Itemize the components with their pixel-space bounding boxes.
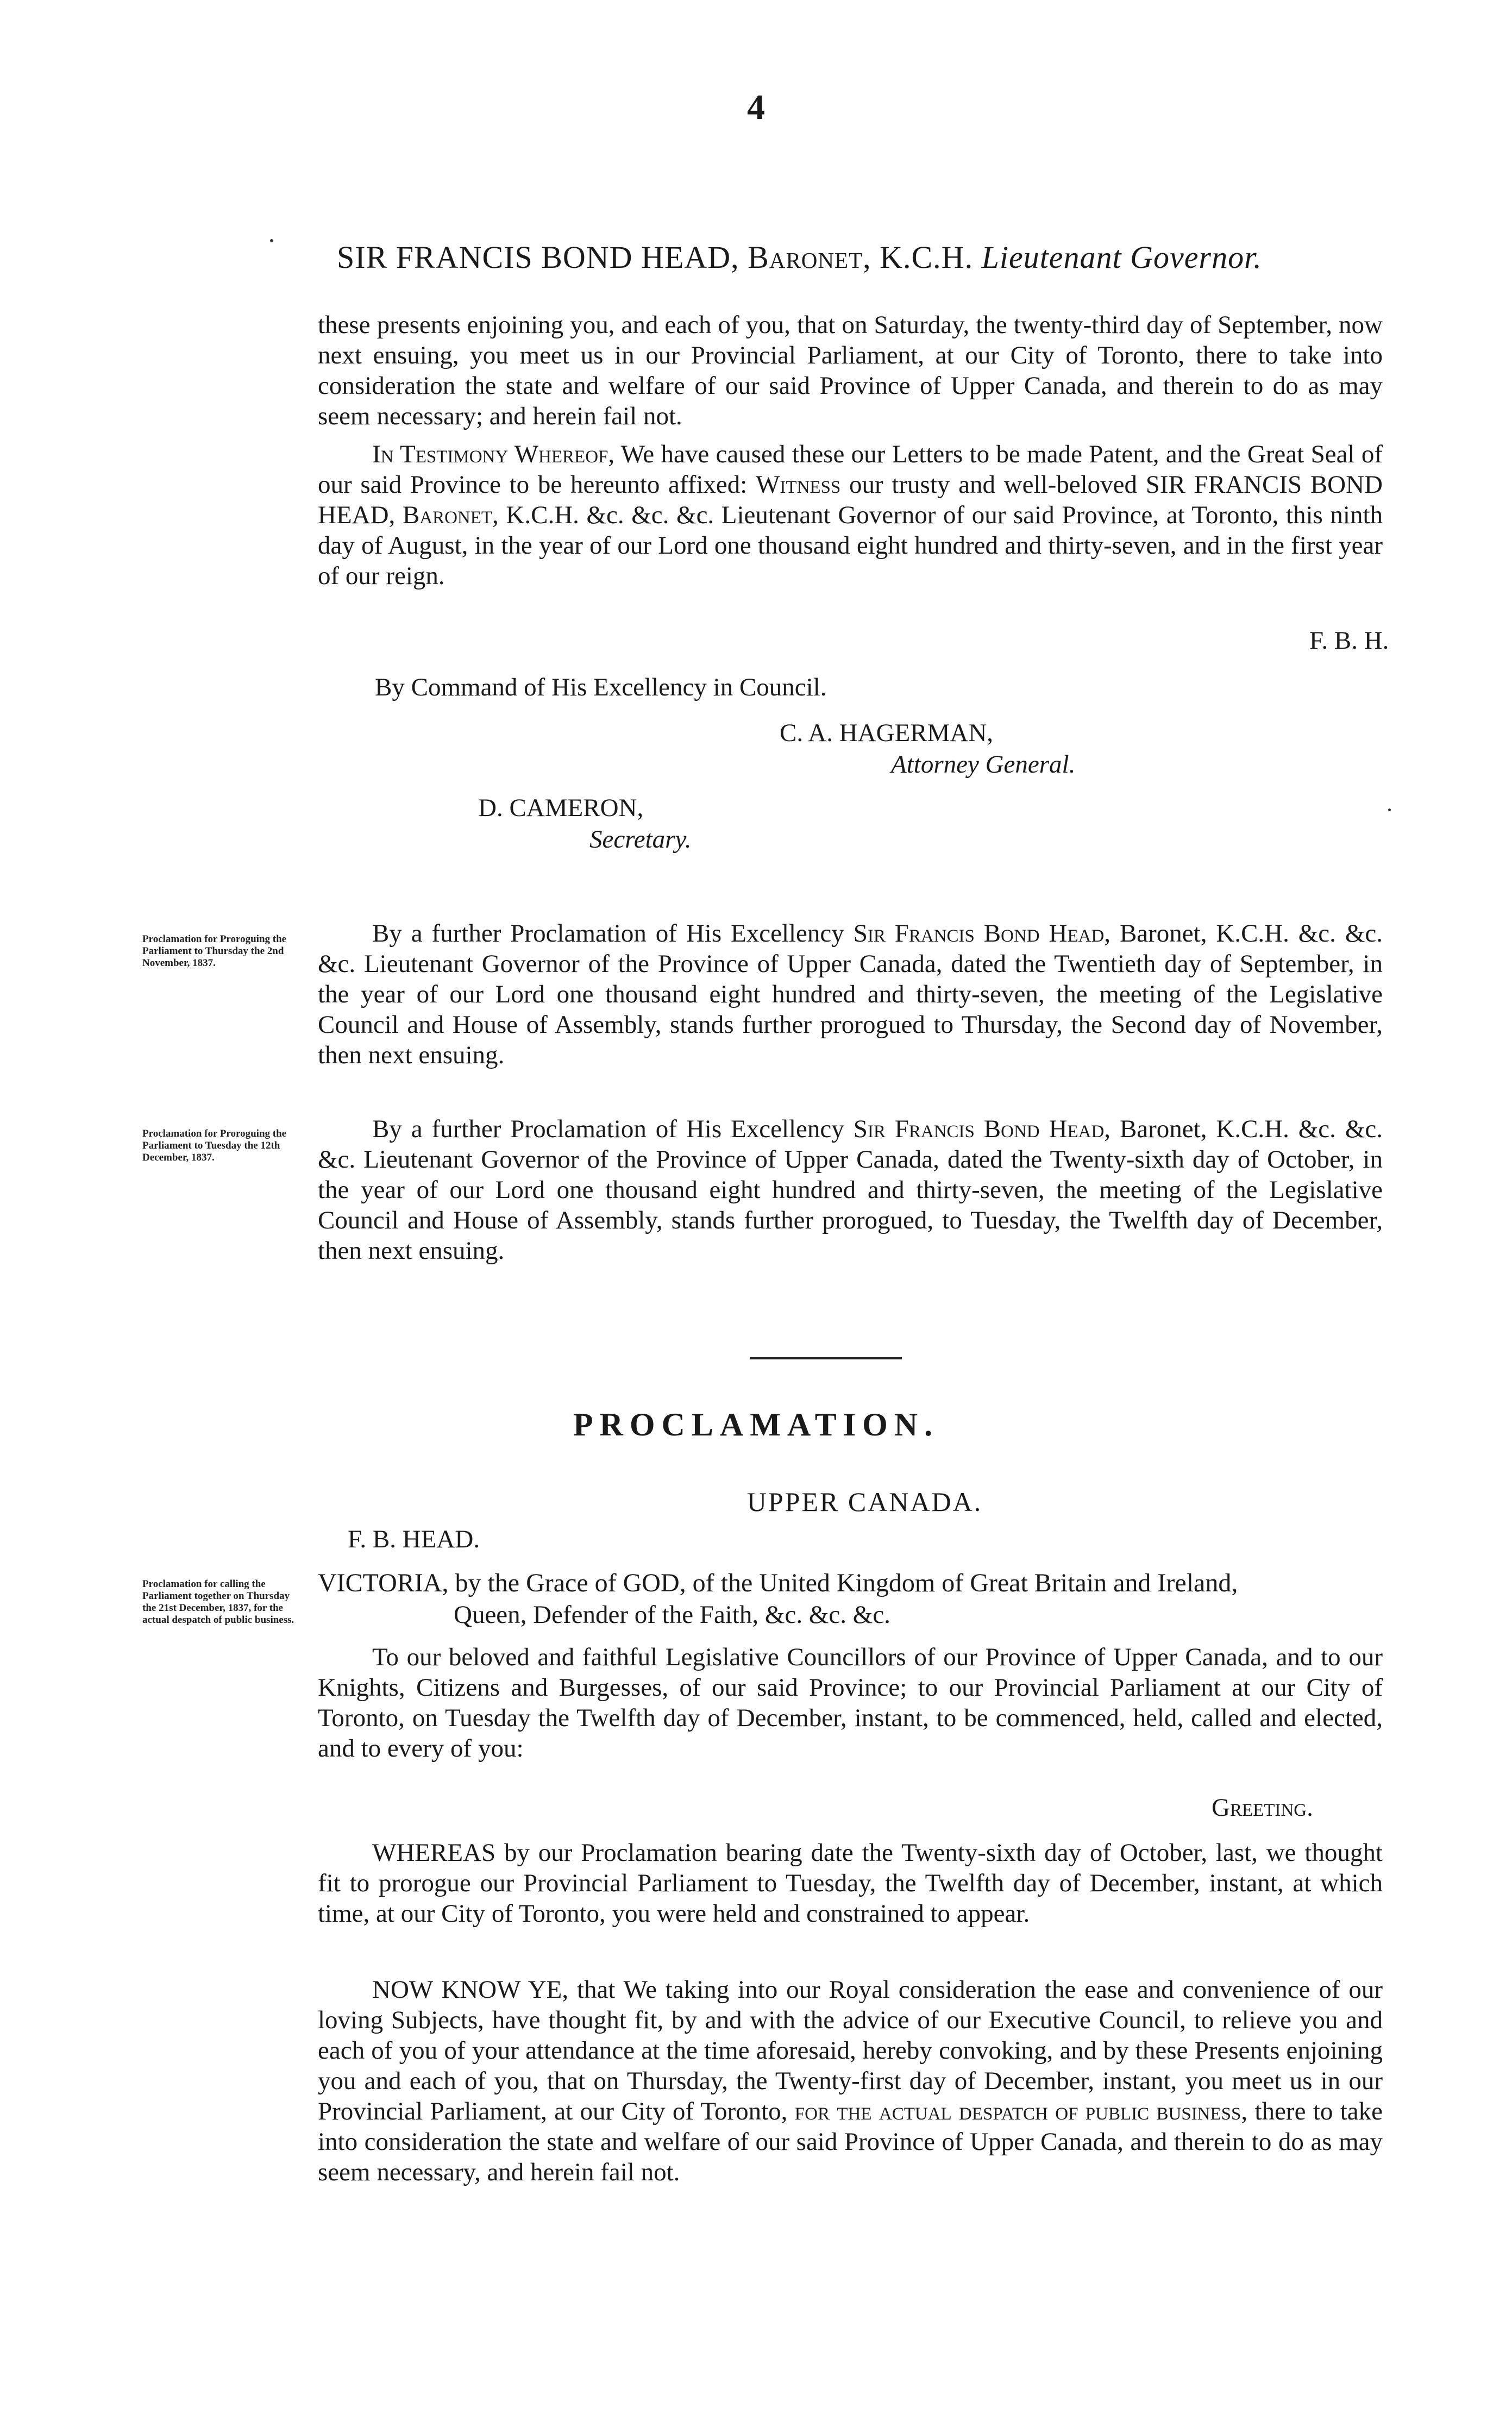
governor-heading [337, 239, 1262, 275]
now-know-ye-paragraph [318, 1974, 1383, 2187]
testimony-text-a: We have caused these our Letters to be made Patent, and the Great Seal of our said Province to be hereunto affixed: [318, 440, 1383, 499]
proclamation-december [318, 1114, 1383, 1266]
letters-patent-section [318, 310, 1383, 591]
margin-note-november: Proclamation for Proroguing the Parliament to Thursday the 2nd November, 1837. [142, 933, 287, 969]
head-signature: F. B. HEAD. [348, 1525, 480, 1553]
ink-speck [270, 239, 273, 242]
proclamation-november [318, 918, 1383, 1070]
testimony-text-b: our trusty and well-beloved SIR FRANCIS BOND HEAD, [318, 471, 1383, 529]
whereas-paragraph: WHEREAS by our Proclamation bearing date the Twenty-sixth day of October, last, we thought fit to prorogue our Provincial Parliament to Tuesday, the Twelfth day of December, instant, at which time, at our City of Toronto, you were held and constrained to appear. [318, 1839, 1383, 1928]
victoria-line-1: VICTORIA, by the Grace of GOD, of the United Kingdom of Great Britain and Ireland, [318, 1569, 1238, 1597]
margin-note-calling: Proclamation for calling the Parliament together on Thursday the 21st December, 1837, for the actual despatch of public business. [142, 1578, 294, 1626]
now-know-text-a: NOW KNOW YE, that We taking into our Royal consideration the ease and convenience of our loving Subjects, have thought fit, by and with the advice of our Executive Council, to relieve you and each of you of your attendance at the time aforesaid, hereby convoking, and by these Presents enjoining you and each of you, that on Thursday, the Twenty-first day of December, instant, you meet us in our Provincial Parliament, at our City of Toronto, [318, 1976, 1383, 2125]
section-divider [750, 1357, 902, 1359]
command-line: By Command of His Excellency in Council. [375, 673, 827, 701]
december-text-b: Baronet, K.C.H. &c. &c. &c. Lieutenant Governor of the Province of Upper Canada, dated the Twenty-sixth day of October, in the year of our Lord one thousand eight hundred and thirty-seven, the meeting of the Legislative Council and House of Assembly, stands further prorogued, to Tuesday, the Twelfth day of December, then next ensuing. [318, 1115, 1383, 1265]
attorney-title: Attorney General. [891, 750, 1076, 779]
victoria-line-2: Queen, Defender of the Faith, &c. &c. &c. [454, 1601, 890, 1629]
december-text-a: By a further Proclamation of His Excellency [372, 1115, 854, 1143]
now-know-business: for the actual despatch of public business, [794, 2097, 1248, 2125]
paragraph-testimony [318, 439, 1383, 591]
province-subtitle: UPPER CANADA. [746, 1487, 983, 1517]
november-text-b: Baronet, K.C.H. &c. &c. &c. Lieutenant Governor of the Province of Upper Canada, dated the Twentieth day of September, in the year of our Lord one thousand eight hundred and thirty-seven, the meeting of the Legislative Council and House of Assembly, stands further prorogued to Thursday, the Second day of November, then next ensuing. [318, 919, 1383, 1069]
testimony-baronet: Baronet, [402, 501, 499, 529]
heading-name: SIR FRANCIS BOND HEAD, [337, 240, 739, 275]
november-text-a: By a further Proclamation of His Excellency [372, 919, 854, 948]
paragraph-meeting: these presents enjoining you, and each of you, that on Saturday, the twenty-third day of September, now next ensuing, you meet us in our Provincial Parliament, at our City of Toronto, there to take into consideration the state and welfare of our said Province of Upper Canada, and therein to do as may seem necessary; and herein fail not. [318, 311, 1383, 430]
margin-note-december: Proclamation for Proroguing the Parliament to Tuesday the 12th December, 1837. [142, 1128, 287, 1163]
proclamation-title: PROCLAMATION. [573, 1407, 939, 1443]
page-number: 4 [747, 87, 765, 127]
now-know-text-b: there to take into consideration the state and welfare of our said Province of Upper Canada, and therein to do as may seem necessary, and herein fail not. [318, 2097, 1383, 2186]
heading-order: K.C.H. [880, 240, 974, 275]
testimony-text-c: K.C.H. &c. &c. &c. Lieutenant Governor of our said Province, at Toronto, this ninth day of August, in the year of our Lord one thousand eight hundred and thirty-seven, and in the first year of our reign. [318, 501, 1383, 590]
secretary-title: Secretary. [589, 825, 692, 854]
heading-office: Lieutenant Governor. [981, 240, 1262, 275]
secretary-name: D. CAMERON, [478, 794, 644, 822]
address-paragraph: To our beloved and faithful Legislative Councillors of our Province of Upper Canada, and to our Knights, Citizens and Burgesses, of our said Province; to our Provincial Parliament at our City of Toronto, on Tuesday the Twelfth day of December, instant, to be commenced, held, called and elected, and to every of you: [318, 1643, 1383, 1763]
november-governor-name: Sir Francis Bond Head, [853, 919, 1111, 948]
testimony-witness: Witness [756, 471, 841, 499]
greeting: Greeting. [1212, 1794, 1313, 1822]
testimony-lead: In Testimony Whereof, [372, 440, 615, 468]
ink-speck [1388, 808, 1391, 811]
attorney-name: C. A. HAGERMAN, [780, 719, 994, 747]
heading-title: Baronet, [748, 240, 871, 275]
december-governor-name: Sir Francis Bond Head, [853, 1115, 1111, 1143]
initials-signature: F. B. H. [1309, 626, 1389, 655]
